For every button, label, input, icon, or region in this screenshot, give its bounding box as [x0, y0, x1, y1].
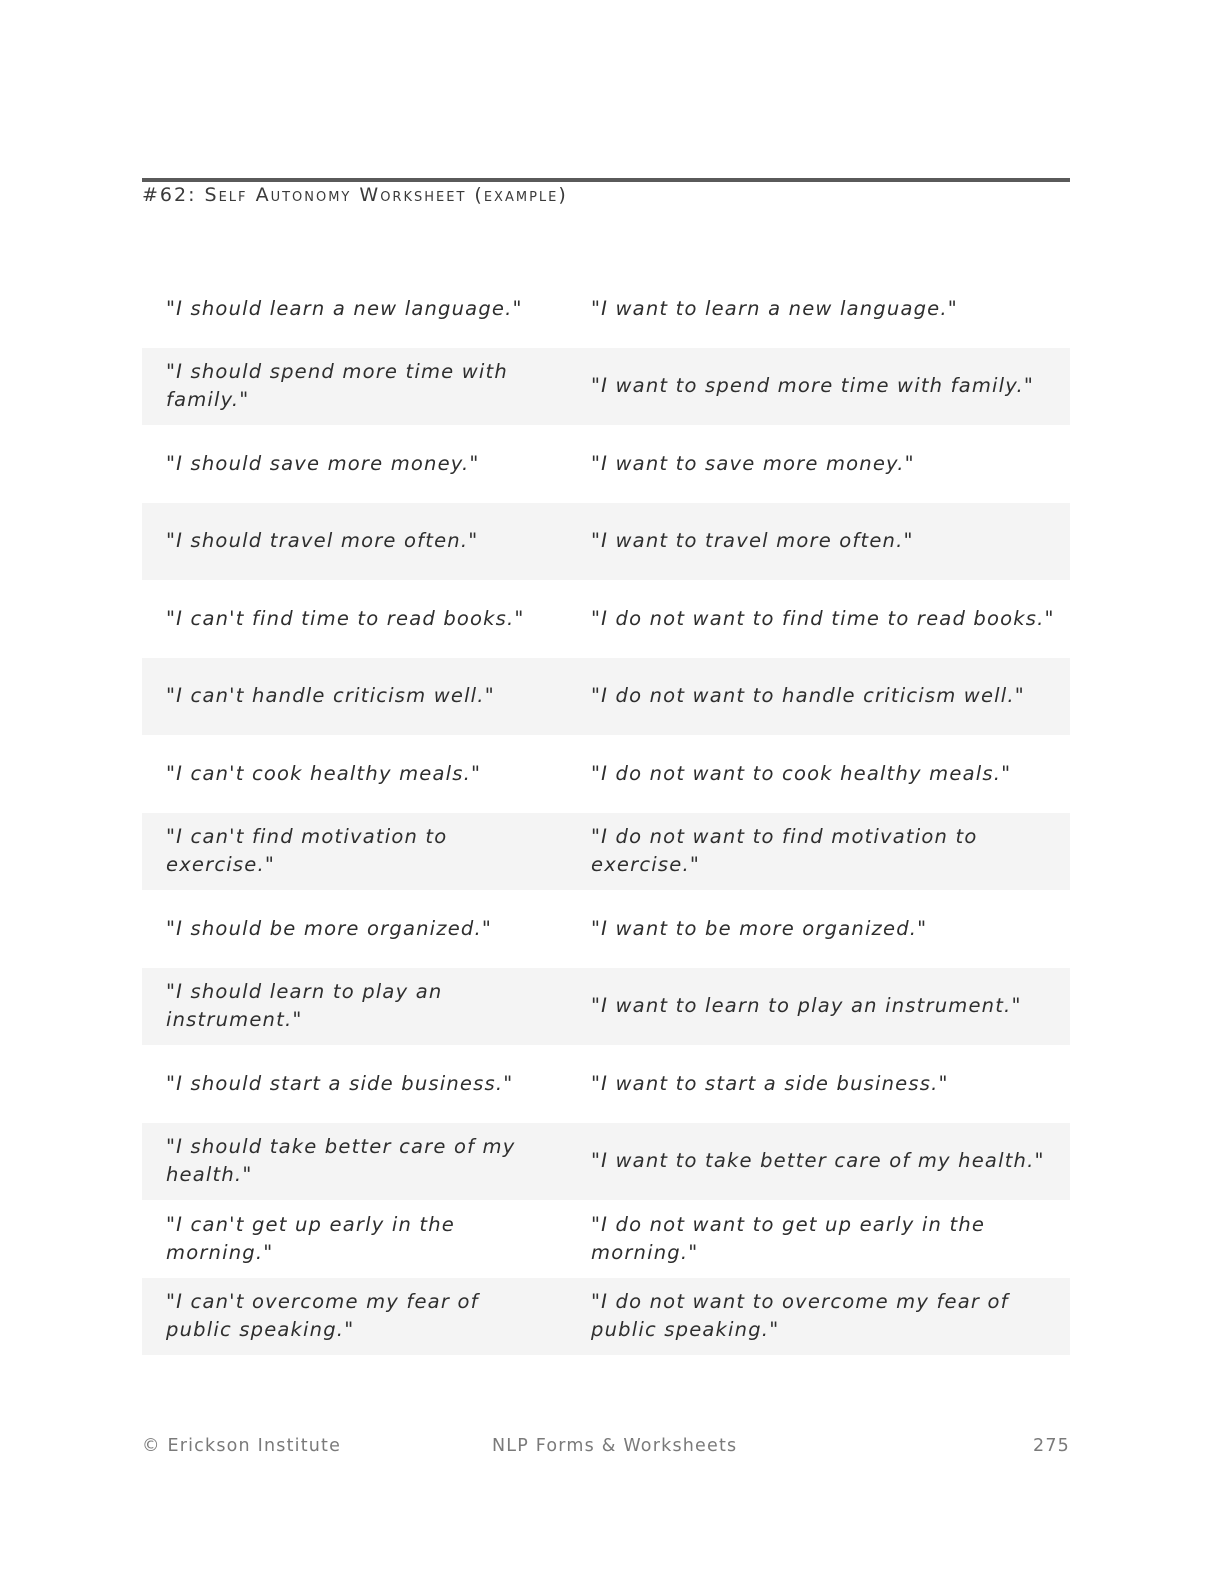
want-statement: "I want to take better care of my health." [591, 1149, 1045, 1173]
should-statement: "I should take better care of my health." [166, 1135, 516, 1187]
page-title: #62: Self Autonomy Worksheet (example) [142, 184, 568, 206]
table-row [142, 1045, 1070, 1123]
want-statement: "I want to learn a new language." [591, 296, 958, 320]
want-statement: "I do not want to cook healthy meals." [591, 761, 1012, 785]
want-statement: "I do not want to handle criticism well." [591, 684, 1025, 708]
should-statement: "I should learn to play an instrument." [166, 980, 443, 1032]
should-statement: "I should be more organized." [166, 916, 493, 940]
should-statement: "I can't cook healthy meals." [166, 761, 482, 785]
page-footer [142, 1436, 1070, 1460]
want-statement: "I want to save more money." [591, 451, 915, 475]
want-statement: "I do not want to find time to read books." [591, 606, 1055, 630]
table-row [142, 348, 1070, 426]
should-statement: "I should spend more time with family." [166, 360, 508, 412]
want-statement: "I want to travel more often." [591, 529, 914, 553]
copyright-notice: © Erickson Institute [142, 1436, 342, 1456]
want-statement: "I do not want to get up early in the morning." [591, 1212, 986, 1264]
should-statement: "I should start a side business." [166, 1071, 514, 1095]
want-statement: "I want to learn to play an instrument." [591, 994, 1022, 1018]
table-row [142, 890, 1070, 968]
table-row [142, 503, 1070, 581]
table-row [142, 1200, 1070, 1278]
want-statement: "I want to spend more time with family." [591, 374, 1035, 398]
should-statement: "I can't overcome my fear of public speaking." [166, 1290, 479, 1342]
table-row [142, 813, 1070, 891]
should-statement: "I can't get up early in the morning." [166, 1212, 456, 1264]
table-row [142, 735, 1070, 813]
table-row [142, 270, 1070, 348]
should-statement: "I should save more money." [166, 451, 480, 475]
table-row [142, 425, 1070, 503]
statement-table [142, 270, 1070, 1355]
should-statement: "I can't find time to read books." [166, 606, 525, 630]
want-statement: "I do not want to overcome my fear of public speaking." [591, 1290, 1009, 1342]
table-row [142, 968, 1070, 1046]
table-row [142, 1123, 1070, 1201]
table-row [142, 1278, 1070, 1356]
should-statement: "I can't find motivation to exercise." [166, 825, 448, 877]
book-title: NLP Forms & Worksheets [492, 1436, 738, 1456]
should-statement: "I can't handle criticism well." [166, 684, 495, 708]
document-page [142, 0, 1070, 1584]
want-statement: "I want to be more organized." [591, 916, 928, 940]
table-row [142, 580, 1070, 658]
should-statement: "I should learn a new language." [166, 296, 523, 320]
should-statement: "I should travel more often." [166, 529, 479, 553]
header-rule [142, 178, 1070, 182]
table-row [142, 658, 1070, 736]
page-number: 275 [1032, 1436, 1070, 1456]
want-statement: "I do not want to find motivation to exercise." [591, 825, 978, 877]
want-statement: "I want to start a side business." [591, 1071, 949, 1095]
